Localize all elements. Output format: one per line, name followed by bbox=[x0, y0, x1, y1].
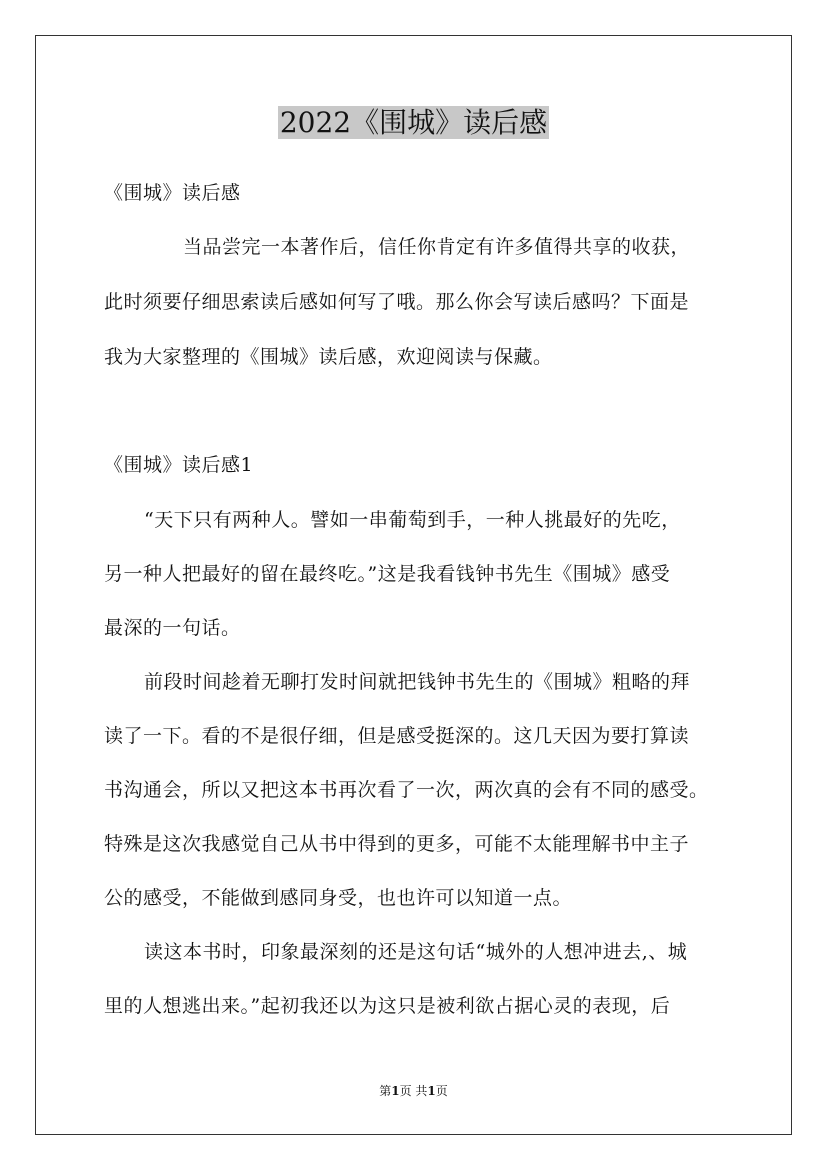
section-heading: 《围城》读后感1 bbox=[104, 454, 254, 476]
paragraph-line: 最深的一句话。 bbox=[104, 617, 241, 639]
paragraph-line: 里的人想逃出来。”起初我还以为这只是被利欲占据心灵的表现，后 bbox=[104, 995, 671, 1017]
document-title bbox=[0, 103, 827, 143]
paragraph-line: 另一种人把最好的留在最终吃。”这是我看钱钟书先生《围城》感受 bbox=[104, 563, 671, 585]
paragraph-line: 前段时间趁着无聊打发时间就把钱钟书先生的《围城》粗略的拜 bbox=[144, 671, 691, 693]
paragraph-line: 公的感受，不能做到感同身受，也也许可以知道一点。 bbox=[104, 887, 573, 909]
paragraph-line: 我为大家整理的《围城》读后感，欢迎阅读与保藏。 bbox=[104, 346, 553, 368]
page-footer bbox=[0, 1082, 827, 1100]
title-text: 2022《围城》读后感 bbox=[279, 106, 548, 139]
footer-prefix: 第 bbox=[379, 1084, 392, 1098]
section-heading: 《围城》读后感 bbox=[104, 182, 241, 204]
footer-total-pages: 1 bbox=[427, 1084, 436, 1098]
paragraph-line: 此时须要仔细思索读后感如何写了哦。那么你会写读后感吗？下面是 bbox=[104, 291, 690, 313]
footer-suffix: 页 bbox=[435, 1084, 448, 1098]
footer-page-number: 1 bbox=[391, 1084, 400, 1098]
paragraph-line: 书沟通会，所以又把这本书再次看了一次，两次真的会有不同的感受。 bbox=[104, 779, 709, 801]
paragraph-line: 当品尝完一本著作后，信任你肯定有许多值得共享的收获， bbox=[183, 236, 691, 258]
paragraph-line: 特殊是这次我感觉自己从书中得到的更多，可能不太能理解书中主子 bbox=[104, 833, 690, 855]
paragraph-line: 读这本书时，印象最深刻的还是这句话“城外的人想冲进去,、城 bbox=[144, 941, 688, 963]
paragraph-line: 读了一下。看的不是很仔细，但是感受挺深的。这几天因为要打算读 bbox=[104, 725, 690, 747]
footer-mid: 页 共 bbox=[399, 1084, 428, 1098]
paragraph-line: “天下只有两种人。譬如一串葡萄到手，一种人挑最好的先吃， bbox=[144, 509, 681, 531]
